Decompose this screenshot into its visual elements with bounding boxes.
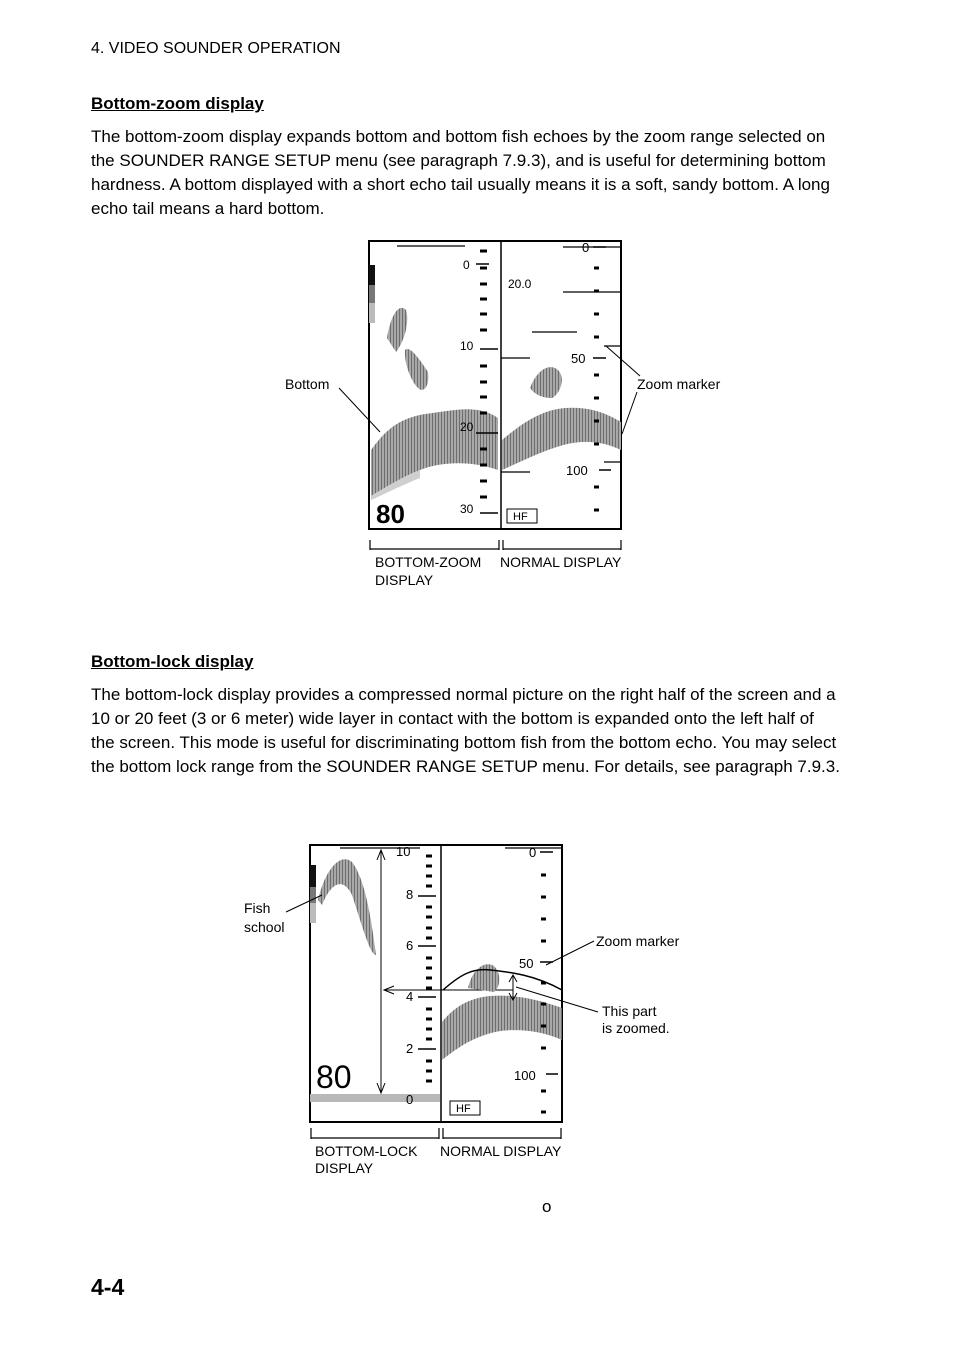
color-bar [369,265,375,285]
page-number: 4-4 [91,1274,125,1300]
screen-frame [369,241,621,529]
normal-echoes [502,367,621,470]
normal-scale-50-2: 50 [519,956,534,971]
callout-zoomed-line1: This part [602,1003,657,1019]
lock-scale-4: 4 [406,989,414,1004]
figure-bottom-lock [0,800,954,1190]
normal-scale-100-2: 100 [514,1068,536,1083]
normal-scale-0-2: 0 [529,845,537,860]
paragraph-bottom-lock: The bottom-lock display provides a compressed normal picture on the right half of the screen and a 10 or 20 feet (3 or 6 meter) wide layer in contact with the bottom is expanded onto the left half of the screen. This mode is useful for discriminating bottom fish from the bottom echo. You may select the bottom lock range from the SOUNDER RANGE SETUP menu. For details, see paragraph 7.9.3. [91,685,840,776]
normal-scale-100: 100 [566,463,588,478]
running-head: 4. VIDEO SOUNDER OPERATION [91,40,341,57]
figure-bottom-zoom [0,0,954,620]
normal-scale-0: 0 [582,240,590,255]
hf-badge-label: HF [513,511,528,523]
callout-zoom-marker-2: Zoom marker [596,933,680,949]
normal-fish-echo [468,964,499,992]
hf-badge-label-2: HF [456,1103,471,1115]
normal-scale-ticks-2 [541,875,546,1112]
zoom-scale-30: 30 [460,502,474,516]
depth-readout: 80 [376,499,405,529]
callout-zoom-marker: Zoom marker [637,376,721,392]
stray-mark: o [542,1197,552,1216]
lock-scale-2: 2 [406,1041,414,1056]
caption-normal-display-2: NORMAL DISPLAY [440,1143,562,1159]
lock-scale-0: 0 [406,1092,414,1107]
lock-scale-6: 6 [406,938,414,953]
normal-scale-50: 50 [571,351,586,366]
callout-fish-line2: school [244,919,285,935]
zoom-scale-10: 10 [460,339,474,353]
caption-normal-display: NORMAL DISPLAY [500,554,622,570]
caption-bottom-lock-line1: BOTTOM-LOCK [315,1143,418,1159]
zoom-echoes [371,308,498,500]
lock-scale-8: 8 [406,887,414,902]
bottom-lock-line [310,1094,440,1102]
paragraph-bottom-zoom: The bottom-zoom display expands bottom and bottom fish echoes by the zoom range selected on the SOUNDER RANGE SETUP menu (see paragraph 7.9.3), and is useful for determining bottom hardness. A bottom displayed with a short echo tail usually means it is a soft, sandy bottom. A long echo tail means a hard bottom. [91,127,830,218]
section-title-bottom-lock: Bottom-lock display [91,652,254,671]
callout-fish-line1: Fish [244,900,271,916]
caption-bottom-zoom-line2: DISPLAY [375,572,434,588]
zoom-scale-20: 20 [460,420,474,434]
normal-scale-ticks [594,268,599,510]
zoom-range-value: 20.0 [508,277,532,291]
zoom-marker-curve [443,970,562,990]
caption-bottom-lock-line2: DISPLAY [315,1160,374,1176]
section-title-bottom-zoom: Bottom-zoom display [91,94,264,113]
caption-bottom-zoom-line1: BOTTOM-ZOOM [375,554,482,570]
callout-zoomed-line2: is zoomed. [602,1020,670,1036]
lock-scale-ticks [426,856,432,1081]
lock-scale-10: 10 [396,844,411,859]
depth-readout-2: 80 [316,1059,352,1095]
zoom-scale-0: 0 [463,258,470,272]
color-bar-2 [310,865,316,887]
callout-bottom: Bottom [285,376,330,392]
fish-school-echo [318,859,376,955]
